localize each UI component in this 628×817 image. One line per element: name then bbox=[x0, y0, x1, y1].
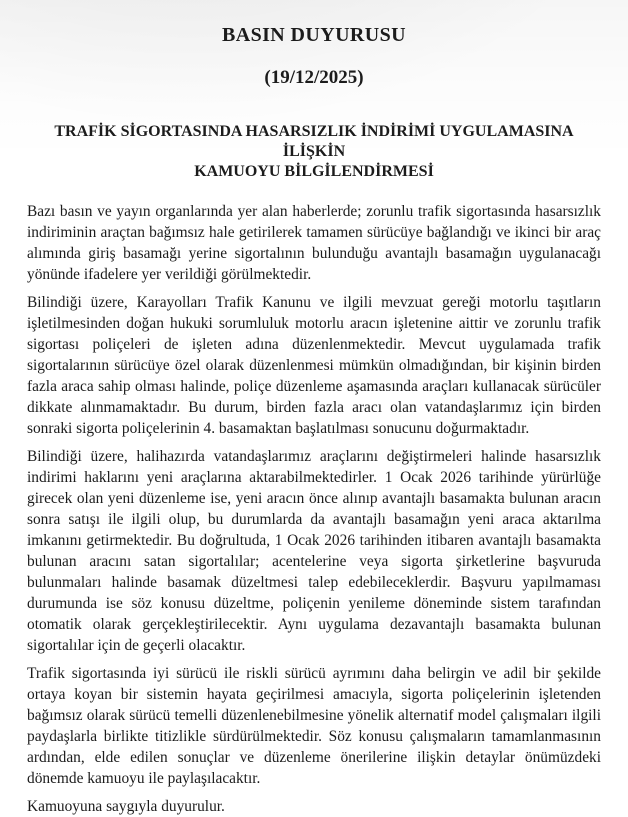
paragraph-driver-based-model: Trafik sigortasında iyi sürücü ile riskli sürücü ayrımını daha belirgin ve adil bir şekilde ortaya koyan bir sistemin hayata geçirilmesi amacıyla, sigorta poliçelerinin işletenden bağımsız olarak sürücü temelli düzenlenebilmesine yönelik alternatif model çalışmaları ilgili paydaşlarla birlikte titizlikle sürdürülmektedir. Söz konusu çalışmaların tamamlanmasının ardından, elde edilen sonuçlar ve düzenleme önerilerine ilişkin detaylar önümüzdeki dönemde kamuoyu ile paylaşılacaktır. bbox=[27, 665, 601, 787]
paragraph-press-claims: Bazı basın ve yayın organlarında yer alan haberlerde; zorunlu trafik sigortasında hasarsızlık indiriminin araçtan bağımsız hale getirilerek tamamen sürücüye bağlandığı ve ikinci bir araç alımında giriş basamağı yerine sigortalının bulunduğu avantajlı basamağın uygulanacağı yönünde ifadelere yer verildiği görülmektedir. bbox=[27, 203, 601, 283]
document-heading-line-1: TRAFİK SİGORTASINDA HASARSIZLIK İNDİRİMİ UYGULAMASINA İLİŞKİN bbox=[54, 123, 574, 160]
closing-line: Kamuoyuna saygıyla duyurulur. bbox=[27, 798, 225, 815]
document-heading bbox=[27, 122, 601, 182]
paragraph-current-practice: Bilindiği üzere, Karayolları Trafik Kanunu ve ilgili mevzuat gereği motorlu taşıtların işletilmesinden doğan hukuki sorumluluk motorlu aracın işletenine aittir ve zorunlu trafik sigortası poliçeleri de işleten adına düzenlenmektedir. Mevcut uygulamada trafik sigortalarının sürücüye özel olarak düzenlenmesi mümkün olmadığından, bir kişinin birden fazla araca sahip olması halinde, poliçe düzenleme aşamasında araçları kullanacak sürücüler dikkate alınmamaktadır. Bu durum, birden fazla aracı olan vatandaşlarımız için birden sonraki sigorta poliçelerinin 4. basamaktan başlatılması sonucunu doğurmaktadır. bbox=[27, 294, 601, 437]
document-date: (19/12/2025) bbox=[264, 67, 364, 88]
document-heading-line-2: KAMUOYU BİLGİLENDİRMESİ bbox=[194, 163, 434, 180]
document-title: BASIN DUYURUSU bbox=[222, 24, 406, 46]
paragraph-new-regulation-2026: Bilindiği üzere, halihazırda vatandaşlarımız araçlarını değiştirmeleri halinde hasarsızlık indirimi haklarını yeni araçlarına aktarabilmektedirler. 1 Ocak 2026 tarihinde yürürlüğe girecek olan yeni düzenleme ise, yeni aracın önce alınıp avantajlı basamakta bulunan aracın sonra satışı ile ilgili olup, bu durumlarda da avantajlı basamağın yeni araca aktarılma imkanını getirmektedir. Bu doğrultuda, 1 Ocak 2026 tarihinden itibaren avantajlı basamakta bulunan aracını satan sigortalılar; acentelerine veya sigorta şirketlerine başvuruda bulunmaları halinde basamak düzeltmesi talep edebileceklerdir. Başvuru yapılmaması durumunda ise söz konusu düzeltme, poliçenin yenileme döneminde sistem tarafından otomatik olarak gerçekleştirilecektir. Aynı uygulama dezavantajlı basamakta bulunan sigortalılar için de geçerli olacaktır. bbox=[27, 448, 601, 654]
